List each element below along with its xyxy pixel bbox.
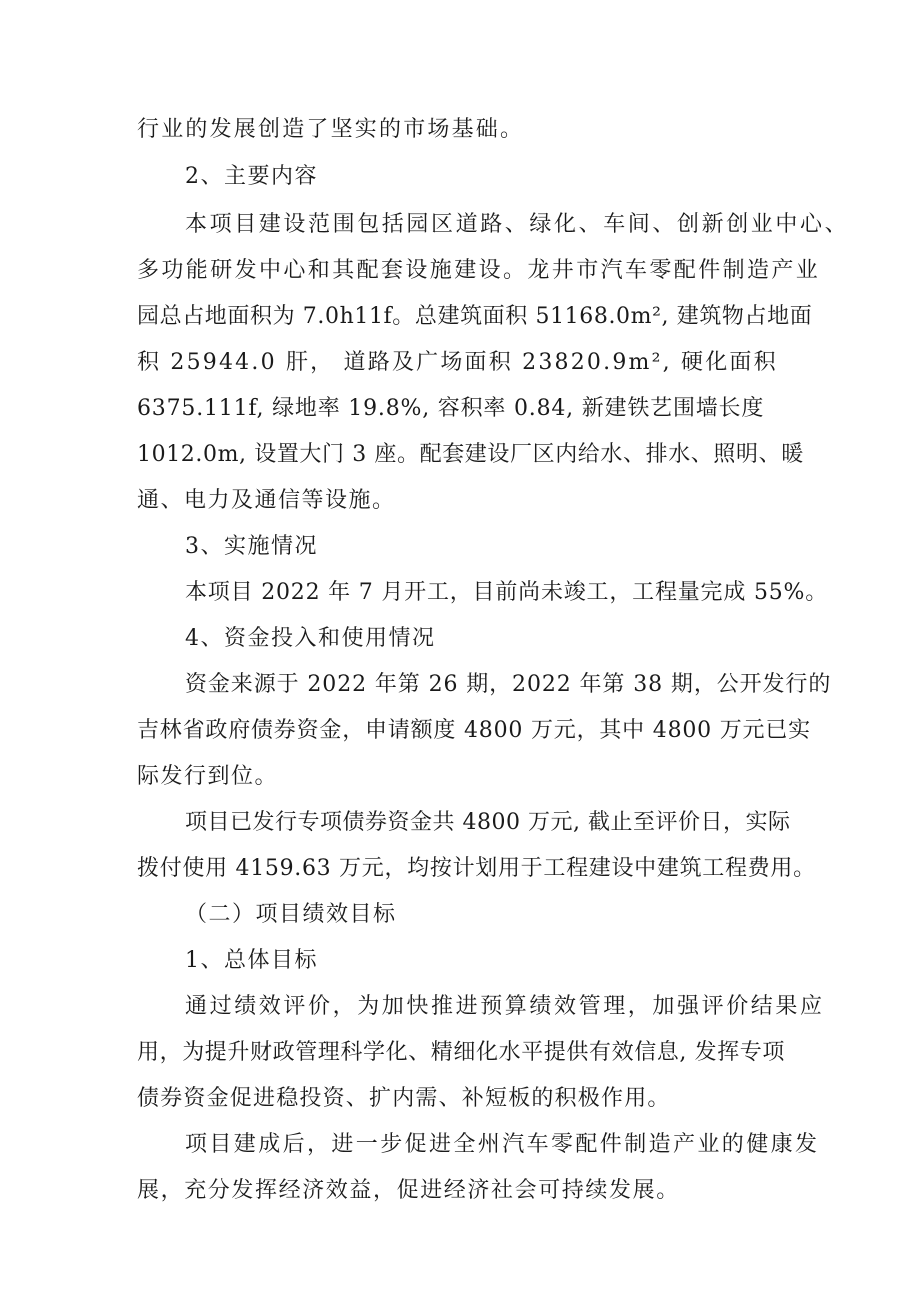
paragraph-line: 本项目建设范围包括园区道路、绿化、车间、创新创业中心、 [185, 212, 850, 237]
paragraph-line: 用，为提升财政管理科学化、精细化水平提供有效信息, 发挥专项 [137, 1040, 785, 1065]
paragraph-line: 多功能研发中心和其配套设施建设。龙井市汽车零配件制造产业 [137, 258, 821, 283]
paragraph-line: 行业的发展创造了坚实的市场基础。 [137, 117, 525, 142]
section-heading: 4、资金投入和使用情况 [185, 626, 436, 651]
paragraph-line: 际发行到位。 [137, 764, 279, 789]
paragraph-line: 通过绩效评价，为加快推进预算绩效管理，加强评价结果应 [185, 994, 825, 1019]
paragraph-line: 资金来源于 2022 年第 26 期，2022 年第 38 期，公开发行的 [185, 672, 832, 697]
paragraph-line: 1012.0m, 设置大门 3 座。配套建设厂区内给水、排水、照明、暖 [137, 442, 804, 467]
paragraph-line: 积 25944.0 肝， 道路及广场面积 23820.9m², 硬化面积 [137, 350, 778, 375]
paragraph-line: 吉林省政府债券资金，申请额度 4800 万元，其中 4800 万元已实 [137, 718, 811, 743]
section-heading: 2、主要内容 [185, 164, 318, 189]
paragraph-line: 通、电力及通信等设施。 [137, 488, 396, 513]
section-heading: 3、实施情况 [185, 534, 318, 559]
paragraph-line: 展，充分发挥经济效益，促进经济社会可持续发展。 [137, 1178, 680, 1203]
subsection-heading: （二）项目绩效目标 [185, 902, 397, 927]
paragraph-line: 债券资金促进稳投资、扩内需、补短板的积极作用。 [137, 1086, 671, 1111]
paragraph-line: 本项目 2022 年 7 月开工，目前尚未竣工，工程量完成 55%。 [185, 580, 829, 605]
paragraph-line: 项目建成后，进一步促进全州汽车零配件制造产业的健康发 [185, 1132, 820, 1157]
paragraph-line: 项目已发行专项债券资金共 4800 万元, 截止至评价日，实际 [185, 810, 791, 835]
paragraph-line: 6375.111f, 绿地率 19.8%, 容积率 0.84, 新建铁艺围墙长度 [137, 396, 765, 421]
paragraph-line: 园总占地面积为 7.0h11f。总建筑面积 51168.0m², 建筑物占地面 [137, 304, 813, 329]
section-heading: 1、总体目标 [185, 948, 318, 973]
paragraph-line: 拨付使用 4159.63 万元，均按计划用于工程建设中建筑工程费用。 [137, 856, 816, 881]
